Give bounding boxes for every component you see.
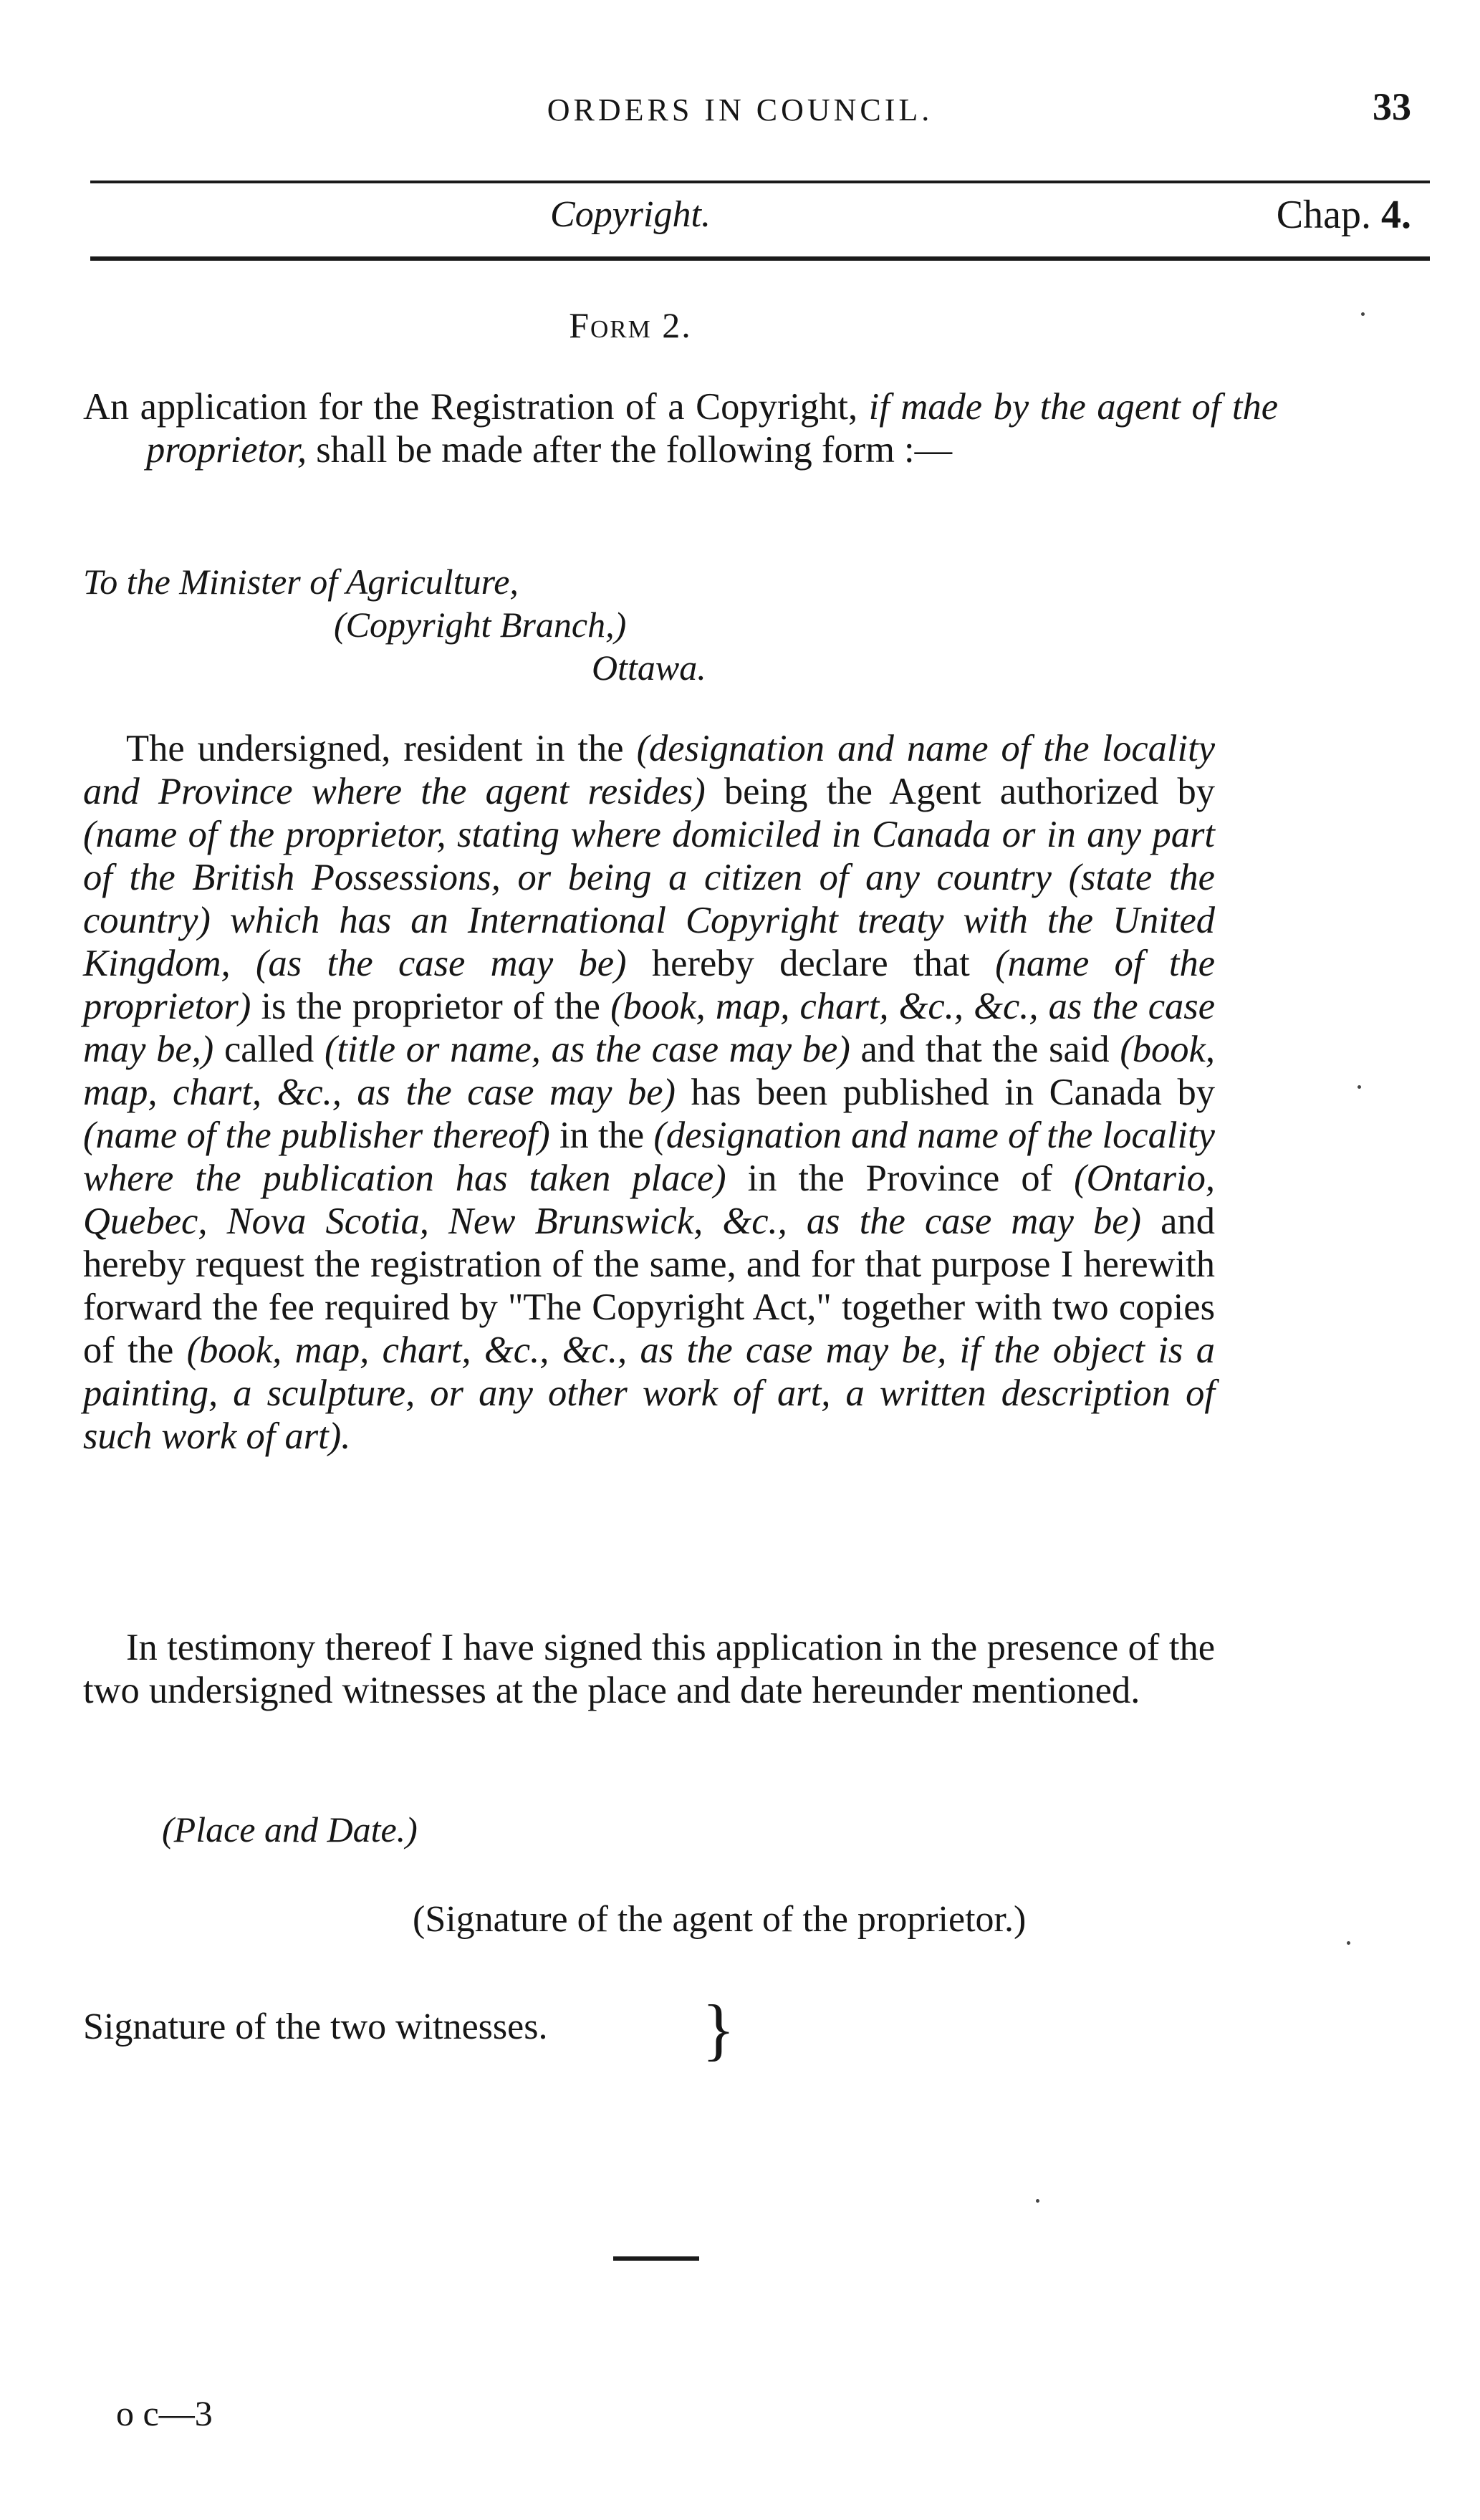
print-speck xyxy=(1358,1085,1361,1089)
form-introduction xyxy=(83,385,1278,471)
agent-signature-line: (Signature of the agent of the proprietor.) xyxy=(413,1899,1027,1940)
declaration-italic-segment: (book, map, chart, &c., &c., as the case may be,) xyxy=(83,986,1216,1070)
section-title: Copyright. xyxy=(550,194,711,235)
address-line-2: (Copyright Branch,) xyxy=(334,605,627,645)
address-line-3: Ottawa. xyxy=(592,648,706,688)
witness-brace: } xyxy=(702,1991,736,2067)
declaration-text-segment: in the Province of xyxy=(726,1158,1075,1199)
declaration-text-segment: hereby declare that xyxy=(626,943,996,984)
declaration-text-segment: and hereby request the registration of the same, and for that purpose I herewith forward the fee required by "The Copyright Act," together with two copies of the xyxy=(83,1201,1215,1371)
declaration-italic-segment: (Ontario, Quebec, Nova Scotia, New Brunswick, &c., as the case may be) xyxy=(83,1158,1215,1242)
chapter-label xyxy=(1277,192,1411,238)
declaration-italic-segment: (name of the proprietor, stating where domiciled in Canada or in any part of the British Possessions, or being a citizen of any country (state the country) which has an International Copyright treaty with the United Kingdom, (as the case may be) xyxy=(83,814,1215,984)
form-title: Form 2. xyxy=(569,305,692,345)
place-and-date: (Place and Date.) xyxy=(162,1809,418,1850)
header-rule-top xyxy=(90,181,1430,183)
chapter-prefix: Chap. xyxy=(1276,193,1381,237)
declaration-italic-segment: (name of the proprietor) xyxy=(83,943,1215,1027)
end-rule xyxy=(613,2256,699,2261)
declaration-italic-segment: (book, map, chart, &c., &c., as the case may be, if the object is a painting, a sculpture, or any other work of art, a written description of such work of art). xyxy=(83,1329,1215,1457)
intro-text-1: An application for the Registration of a Copyright, xyxy=(83,386,869,428)
declaration-text-segment: in the xyxy=(549,1115,654,1156)
declaration-italic-segment: (book, map, chart, &c., as the case may be) xyxy=(83,1029,1215,1113)
declaration-italic-segment: (designation and name of the locality where the publication has taken place) xyxy=(83,1115,1215,1199)
declaration-text-segment: being the Agent authorized by xyxy=(705,771,1215,812)
declaration-italic-segment: (title or name, as the case may be) xyxy=(324,1029,850,1070)
declaration-italic-segment: (name of the publisher thereof) xyxy=(83,1115,550,1156)
declaration-text-segment: and that the said xyxy=(850,1029,1120,1070)
chapter-number: 4. xyxy=(1381,193,1411,237)
address-line-1: To the Minister of Agriculture, xyxy=(83,562,519,602)
printer-signature-mark: o c—3 xyxy=(116,2393,213,2433)
header-rule-bottom xyxy=(90,256,1430,261)
print-speck xyxy=(1361,312,1365,316)
declaration-text-segment: called xyxy=(213,1029,325,1070)
page-number: 33 xyxy=(1373,85,1411,128)
declaration-italic-segment: (designation and name of the locality and Province where the agent resides) xyxy=(83,728,1215,812)
print-speck xyxy=(1036,2199,1039,2203)
intro-text-2: shall be made after the following form :— xyxy=(307,429,953,471)
declaration-text-segment: is the proprietor of the xyxy=(251,986,611,1027)
running-head: ORDERS IN COUNCIL. xyxy=(547,92,933,128)
intro-italic: if made by the agent of the proprietor, xyxy=(146,386,1278,471)
declaration-text-segment: has been published in Canada by xyxy=(675,1072,1215,1113)
print-speck xyxy=(1347,1941,1350,1945)
witnesses-label: Signature of the two witnesses. xyxy=(83,2006,548,2047)
declaration-text-segment: The undersigned, resident in the xyxy=(126,728,637,769)
declaration-paragraph xyxy=(83,727,1215,1458)
testimony-paragraph: In testimony thereof I have signed this application in the presence of the two undersigned witnesses at the place and date hereunder mentioned. xyxy=(83,1627,1215,1711)
